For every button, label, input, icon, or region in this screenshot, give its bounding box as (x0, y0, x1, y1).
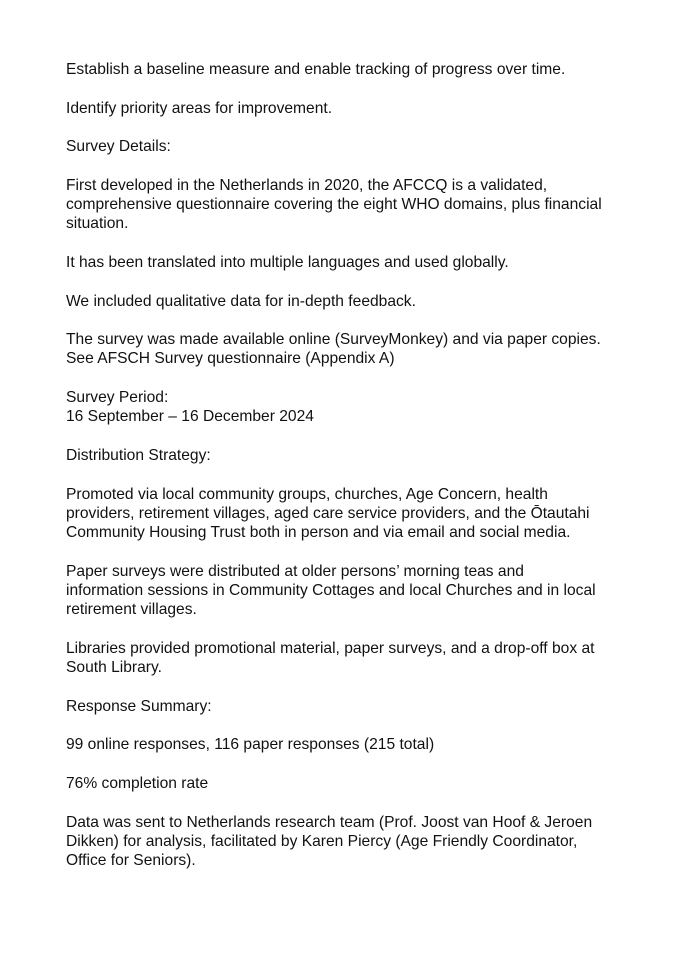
paragraph-translation: It has been translated into multiple languages and used globally. (66, 253, 509, 271)
heading-survey-details: Survey Details: (66, 138, 171, 156)
paragraph-qualitative: We included qualitative data for in-depth feedback. (66, 292, 416, 310)
heading-response-summary: Response Summary: (66, 697, 212, 715)
paragraph-promotion: Promoted via local community groups, churches, Age Concern, health providers, retirement villages, aged care service providers, and the Ōtautahi Community Housing Trust both in person and via email and social media. (66, 485, 590, 542)
paragraph-completion-rate: 76% completion rate (66, 774, 209, 792)
paragraph-objective-baseline: Establish a baseline measure and enable tracking of progress over time. (66, 61, 566, 78)
paragraph-objective-priority: Identify priority areas for improvement. (66, 99, 333, 117)
paragraph-afccq-description: First developed in the Netherlands in 2020, the AFCCQ is a validated, comprehensive questionnaire covering the eight WHO domains, plus financial situation. (66, 176, 602, 233)
paragraph-response-counts: 99 online responses, 116 paper responses (215 total) (66, 736, 435, 754)
paragraph-availability: The survey was made available online (SurveyMonkey) and via paper copies. See AFSCH Survey questionnaire (Appendix A) (66, 331, 601, 368)
paragraph-survey-period: Survey Period: 16 September – 16 December 2024 (66, 389, 314, 426)
paragraph-data-analysis: Data was sent to Netherlands research team (Prof. Joost van Hoof & Jeroen Dikken) for analysis, facilitated by Karen Piercy (Age Friendly Coordinator, Office for Seniors). (66, 813, 593, 870)
paragraph-libraries: Libraries provided promotional material, paper surveys, and a drop-off box at South Library. (66, 639, 595, 677)
document-page (66, 60, 626, 890)
paragraph-paper-surveys: Paper surveys were distributed at older persons’ morning teas and information sessions in Community Cottages and local Churches and in local retirement villages. (66, 562, 596, 619)
heading-distribution-strategy: Distribution Strategy: (66, 446, 211, 464)
